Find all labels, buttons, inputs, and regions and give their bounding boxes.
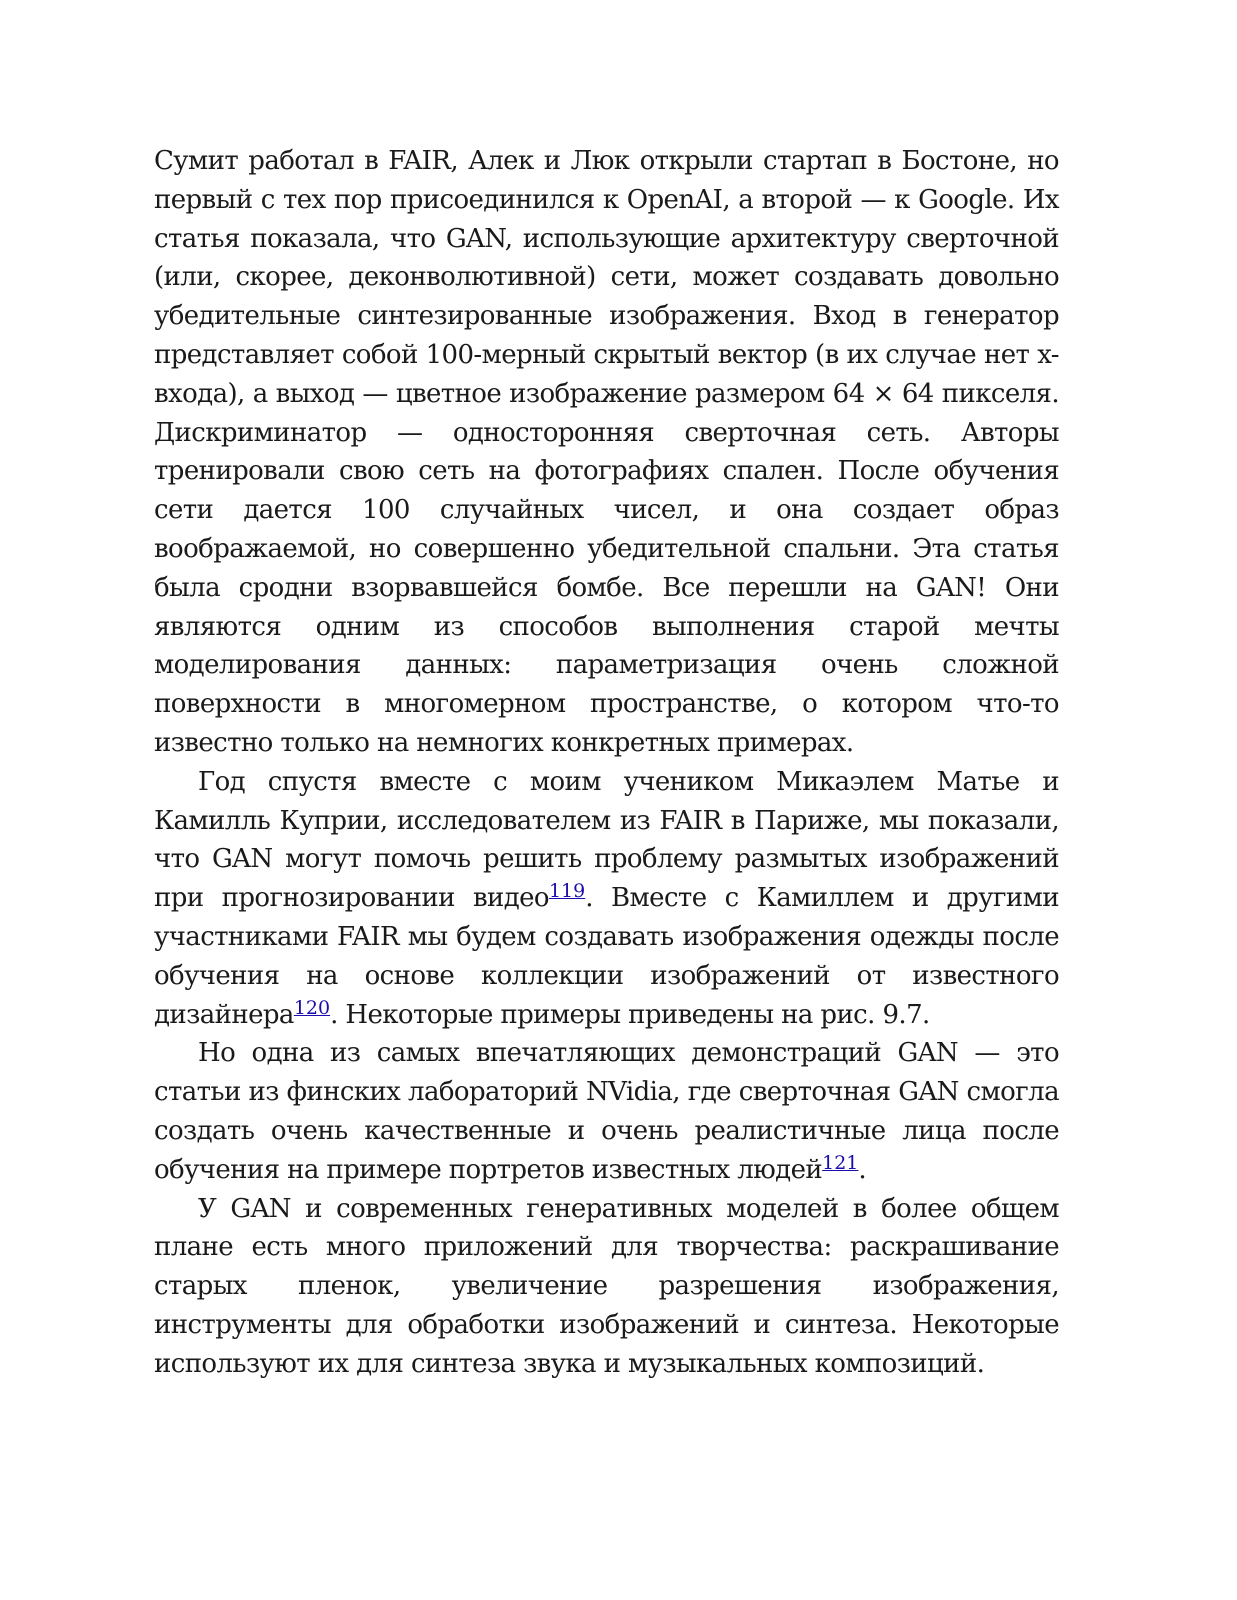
paragraph-4-text: У GAN и современных генеративных моделей в более общем плане есть много приложений для творчества: раскрашивание старых пленок, увеличение разрешения изображения, инструменты для обработки изображений и синтеза. Некоторые используют их для синтеза звука и музыкальных композиций. [154,1193,1059,1379]
paragraph-3 [154,1034,1059,1189]
paragraph-2-text-a: Год спустя вместе с моим учеником Микаэлем Матье и Камилль Куприи, исследователем из FAIR в Париже, мы показали, что GAN могут помочь решить проблему размытых изображений при прогнозировании видео [154,766,1059,914]
footnote-link-119[interactable]: 119 [548,880,586,903]
paragraph-2-text-c: . Некоторые примеры приведены на рис. 9.7. [330,999,930,1030]
paragraph-2 [154,763,1059,1035]
footnote-link-121[interactable]: 121 [822,1151,859,1174]
paragraph-1 [154,142,1059,763]
footnote-link-120[interactable]: 120 [293,996,331,1019]
paragraph-3-text-a: Но одна из самых впечатляющих демонстраций GAN — это статьи из финских лабораторий NVidia, где сверточная GAN смогла создать очень качественные и очень реалистичные лица после обучения на примере портретов известных людей [154,1038,1059,1185]
paragraph-3-text-b: . [858,1154,867,1185]
paragraph-1-text: Сумит работал в FAIR, Алек и Люк открыли стартап в Бостоне, но первый с тех пор присоединился к OpenAI, а второй — к Google. Их статья показала, что GAN, использующие архитектуру сверточной (или, скорее, деконволютивной) сети, может создавать довольно убедительные синтезированные изображения. Вход в генератор представляет собой 100-мерный скрытый вектор (в их случае нет x-входа), а выход — цветное изображение размером 64 × 64 пикселя. Дискриминатор — односторонняя сверточная сеть. Авторы тренировали свою сеть на фотографиях спален. После обучения сети дается 100 случайных чисел, и она создает образ воображаемой, но совершенно убедительной спальни. Эта статья была сродни взорвавшейся бомбе. Все перешли на GAN! Они являются одним из способов выполнения старой мечты моделирования данных: параметризация очень сложной поверхности в многомерном пространстве, о котором что-то известно только на немногих конкретных примерах. [154,146,1059,758]
paragraph-2-text-b: . Вместе с Камиллем и другими участниками FAIR мы будем создавать изображения одежды после обучения на основе коллекции изображений от известного дизайнера [154,883,1060,1030]
paragraph-4 [154,1190,1059,1384]
page-body [154,142,1059,1384]
